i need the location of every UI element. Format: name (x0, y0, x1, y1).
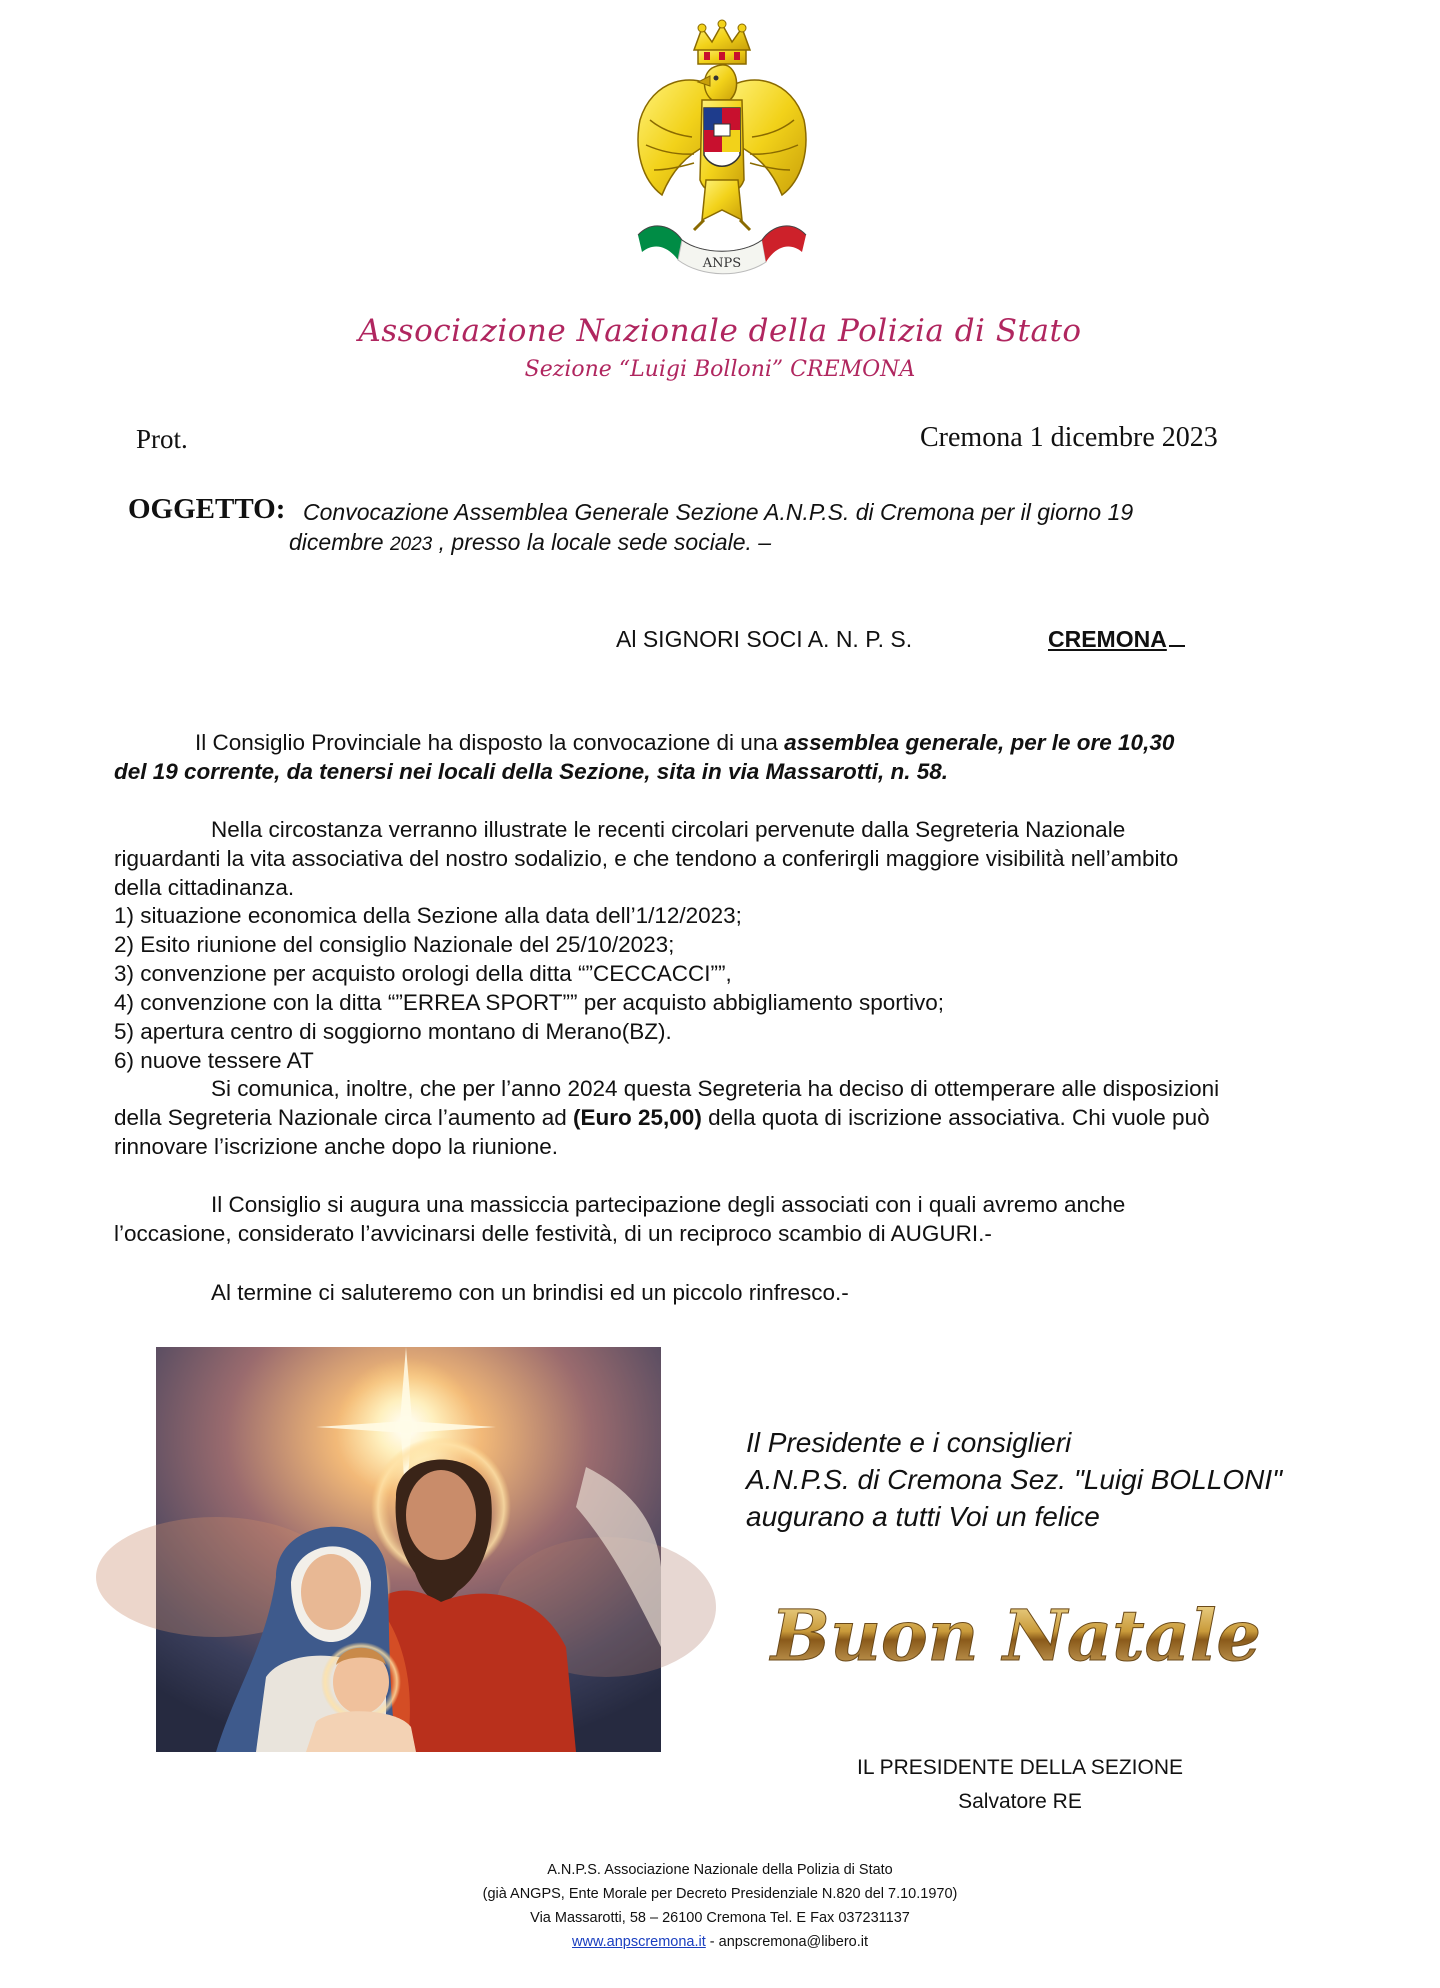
buon-natale-lettering (770, 1580, 1262, 1690)
subject-line-1: Convocazione Assemblea Generale Sezione A.N.P.S. di Cremona per il giorno 19 (303, 499, 1134, 525)
eagle-icon (638, 65, 806, 230)
prot-label: Prot. (136, 424, 188, 454)
p3-l2-post: della quota di iscrizione associativa. Chi vuole può (701, 1105, 1210, 1130)
place-date: Cremona 1 dicembre 2023 (920, 422, 1218, 453)
crest-text: ANPS (702, 256, 742, 271)
crown-icon (694, 20, 750, 64)
paragraph-2-line-3: della cittadinanza. (114, 875, 295, 900)
footer-line-2: (già ANGPS, Ente Morale per Decreto Presidenziale N.820 del 7.10.1970) (482, 1886, 958, 1902)
signature-title: IL PRESIDENTE DELLA SEZIONE (857, 1756, 1183, 1779)
recipient-city: CREMONA (1048, 626, 1185, 653)
anps-crest-logo (632, 20, 812, 295)
subject-line-2-post: , presso la locale sede sociale. – (432, 529, 772, 555)
association-name: Associazione Nazionale della Polizia di Stato (358, 313, 1082, 349)
paragraph-3-line-3: rinnovare l’iscrizione anche dopo la riunione. (114, 1134, 559, 1159)
footer-email: - anpscremona@libero.it (705, 1934, 868, 1950)
nativity-image (156, 1347, 661, 1752)
paragraph-4-line-2: l’occasione, considerato l’avvicinarsi delle festività, di un reciproco scambio di AUGURI.- (114, 1221, 992, 1246)
paragraph-2-line-2: riguardanti la vita associativa del nostro sodalizio, e che tendono a conferirgli maggiore visibilità nell’ambito (114, 846, 1179, 871)
subject-year: 2023 (389, 534, 433, 555)
website-link[interactable]: www.anpscremona.it (572, 1934, 706, 1950)
footer-line-1: A.N.P.S. Associazione Nazionale della Polizia di Stato (547, 1862, 893, 1878)
paragraph-1-line-2: del 19 corrente, da tenersi nei locali della Sezione, sita in via Massarotti, n. 58. (114, 759, 949, 784)
subject-label: OGGETTO: (128, 493, 286, 525)
paragraph-4-line-1: Il Consiglio si augura una massiccia partecipazione degli associati con i quali avremo anche (211, 1192, 1126, 1217)
paragraph-1-line-1 (195, 728, 1174, 757)
paragraph-3-line-1: Si comunica, inoltre, che per l’anno 2024 questa Segreteria ha deciso di ottemperare alle disposizioni (211, 1076, 1220, 1101)
buon-natale-text: Buon Natale (770, 1594, 1262, 1677)
paragraph-3-line-2 (114, 1103, 1210, 1132)
paragraph-5: Al termine ci saluteremo con un brindisi ed un piccolo rinfresco.- (211, 1280, 849, 1305)
p1-plain: Il Consiglio Provinciale ha disposto la convocazione di una (195, 730, 785, 755)
agenda-item-2: 2) Esito riunione del consiglio Nazionale del 25/10/2023; (114, 932, 675, 957)
section-name: Sezione “Luigi Bolloni” CREMONA (524, 357, 916, 382)
subject-line-2 (289, 529, 771, 556)
footer-line-3: Via Massarotti, 58 – 26100 Cremona Tel. E Fax 037231137 (530, 1910, 910, 1926)
greeting-line-3: augurano a tutti Voi un felice (746, 1501, 1100, 1532)
agenda-item-1: 1) situazione economica della Sezione alla data dell’1/12/2023; (114, 903, 742, 928)
greeting-line-2: A.N.P.S. di Cremona Sez. "Luigi BOLLONI" (746, 1464, 1283, 1495)
greeting-line-1: Il Presidente e i consiglieri (746, 1427, 1072, 1458)
footer-line-4 (0, 1934, 1440, 1950)
subject-line-2-pre: dicembre (289, 529, 390, 555)
recipient-label: Al SIGNORI SOCI A. N. P. S. (616, 626, 913, 652)
signature-name: Salvatore RE (958, 1790, 1082, 1813)
agenda-item-3: 3) convenzione per acquisto orologi della ditta “”CECCACCI””, (114, 961, 732, 986)
agenda-item-5: 5) apertura centro di soggiorno montano di Merano(BZ). (114, 1019, 672, 1044)
p3-l2-bold: (Euro 25,00) (573, 1105, 702, 1130)
agenda-item-6: 6) nuove tessere AT (114, 1048, 314, 1073)
p1-bold-a: assemblea generale, per le ore 10,30 (784, 730, 1175, 755)
p3-l2-pre: della Segreteria Nazionale circa l’aumento ad (114, 1105, 574, 1130)
paragraph-2-line-1: Nella circostanza verranno illustrate le recenti circolari pervenute dalla Segreteria Nazionale (211, 817, 1126, 842)
agenda-item-4: 4) convenzione con la ditta “”ERREA SPORT”” per acquisto abbigliamento sportivo; (114, 990, 944, 1015)
